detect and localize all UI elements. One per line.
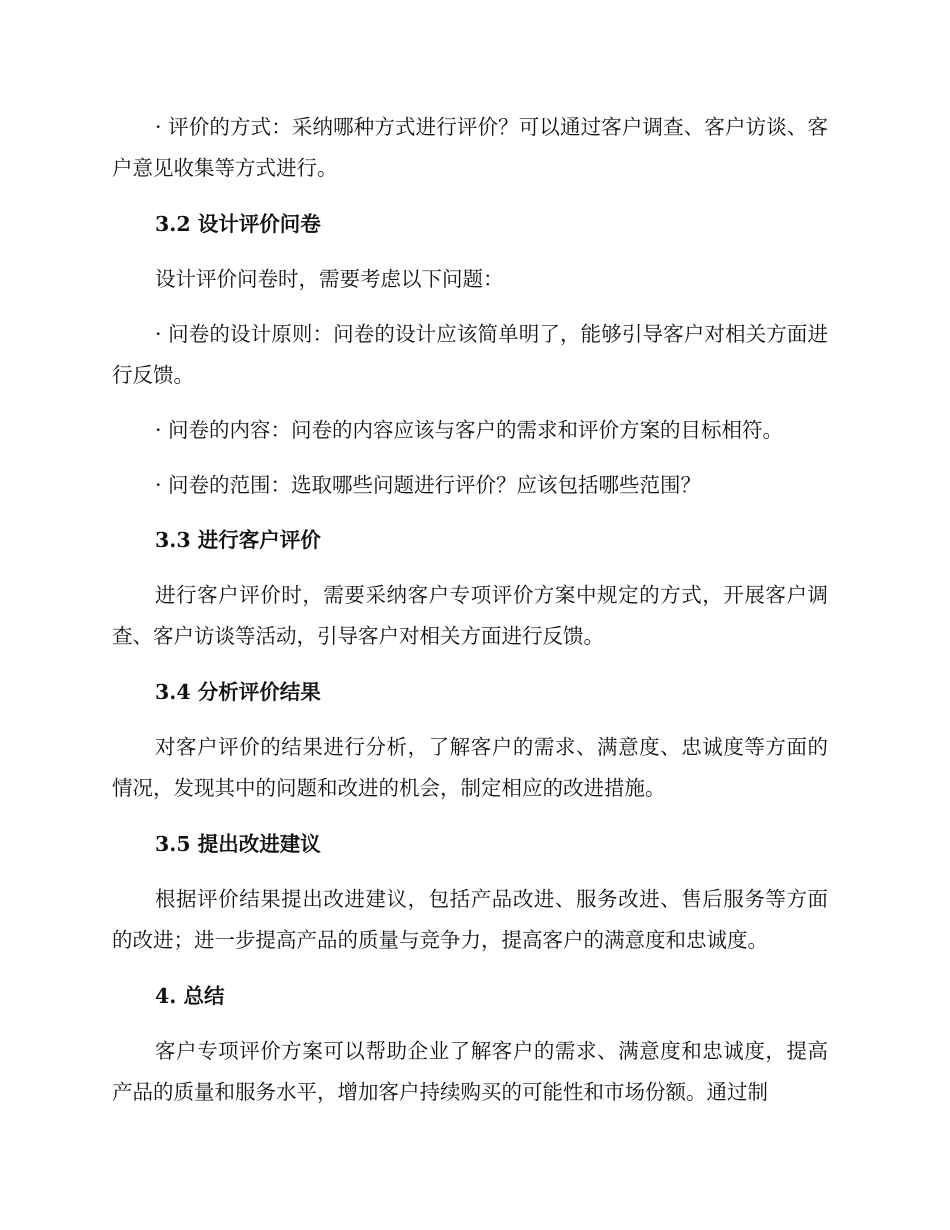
- paragraph-evaluation-method: · 评价的方式：采纳哪种方式进行评价？可以通过客户调查、客户访谈、客户意见收集等方式进行。: [112, 115, 828, 180]
- section-heading-3-4: 3.4 分析评价结果: [155, 680, 321, 704]
- paragraph-conduct-evaluation: 进行客户评价时，需要采纳客户专项评价方案中规定的方式，开展客户调查、客户访谈等活动，引导客户对相关方面进行反馈。: [112, 583, 828, 648]
- section-heading-3-5: 3.5 提出改进建议: [155, 832, 321, 856]
- section-heading-3-3: 3.3 进行客户评价: [155, 528, 321, 552]
- paragraph-improvement-suggestions: 根据评价结果提出改进建议，包括产品改进、服务改进、售后服务等方面的改进；进一步提高产品的质量与竞争力，提高客户的满意度和忠诚度。: [112, 887, 828, 952]
- section-heading-4: 4. 总结: [155, 984, 225, 1008]
- paragraph-summary: 客户专项评价方案可以帮助企业了解客户的需求、满意度和忠诚度，提高产品的质量和服务水平，增加客户持续购买的可能性和市场份额。通过制: [112, 1039, 828, 1104]
- paragraph-questionnaire-scope: · 问卷的范围：选取哪些问题进行评价？应该包括哪些范围？: [155, 473, 702, 497]
- paragraph-questionnaire-principle: · 问卷的设计原则：问卷的设计应该简单明了，能够引导客户对相关方面进行反馈。: [112, 322, 828, 387]
- paragraph-questionnaire-content: · 问卷的内容：问卷的内容应该与客户的需求和评价方案的目标相符。: [155, 418, 784, 442]
- section-heading-3-2: 3.2 设计评价问卷: [155, 212, 321, 236]
- paragraph-analyze-results: 对客户评价的结果进行分析，了解客户的需求、满意度、忠诚度等方面的情况，发现其中的问题和改进的机会，制定相应的改进措施。: [112, 735, 828, 800]
- paragraph-questionnaire-intro: 设计评价问卷时，需要考虑以下问题：: [155, 267, 504, 291]
